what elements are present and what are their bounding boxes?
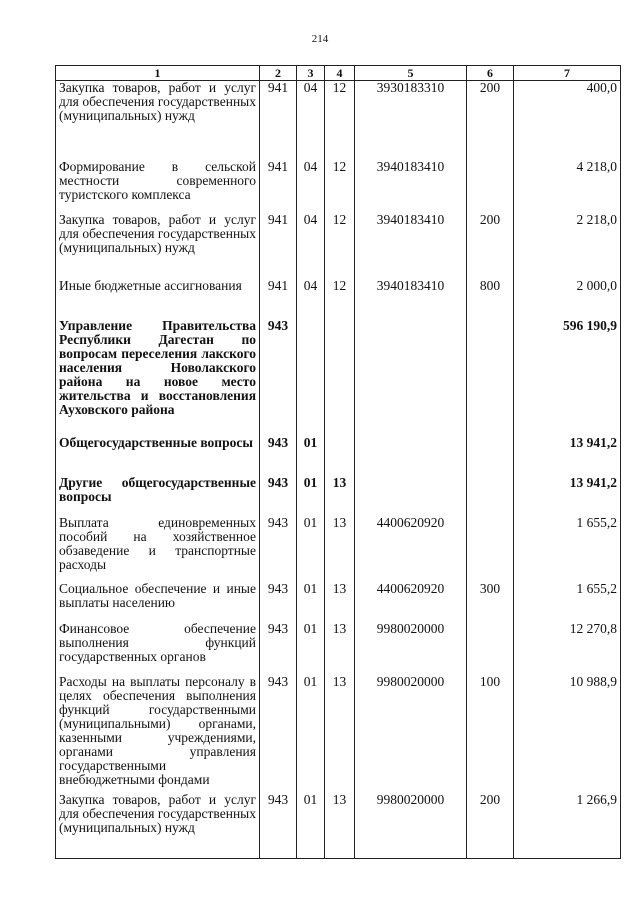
row-type: 100 (467, 675, 514, 793)
row-section: 01 (297, 582, 325, 622)
row-target: 3940183410 (355, 279, 467, 319)
row-section: 04 (297, 213, 325, 279)
row-code: 943 (260, 476, 297, 516)
col-header-5: 5 (355, 66, 467, 81)
row-section: 04 (297, 81, 325, 160)
col-header-2: 2 (260, 66, 297, 81)
row-code: 943 (260, 793, 297, 859)
row-target: 3940183410 (355, 160, 467, 213)
row-target: 3940183410 (355, 213, 467, 279)
row-section: 01 (297, 436, 325, 476)
row-code: 941 (260, 213, 297, 279)
row-subsection (325, 436, 355, 476)
col-header-7: 7 (514, 66, 621, 81)
row-target: 4400620920 (355, 582, 467, 622)
header-row (56, 66, 621, 81)
table-row (56, 622, 621, 675)
row-subsection: 12 (325, 81, 355, 160)
table-row (56, 516, 621, 582)
row-name: Социальное обеспечение и иные выплаты населению (56, 582, 260, 622)
row-amount: 2 000,0 (514, 279, 621, 319)
col-header-6: 6 (467, 66, 514, 81)
row-amount: 1 655,2 (514, 582, 621, 622)
row-type (467, 319, 514, 436)
table-row (56, 279, 621, 319)
row-section: 01 (297, 793, 325, 859)
row-section: 04 (297, 160, 325, 213)
budget-table (55, 65, 621, 859)
row-section: 01 (297, 675, 325, 793)
table-row (56, 476, 621, 516)
row-name: Другие общегосударственные вопросы (56, 476, 260, 516)
row-name: Иные бюджетные ассигнования (56, 279, 260, 319)
table-row (56, 675, 621, 793)
row-section: 01 (297, 622, 325, 675)
row-name: Общегосударственные вопросы (56, 436, 260, 476)
row-amount: 13 941,2 (514, 436, 621, 476)
row-target (355, 319, 467, 436)
row-amount: 1 266,9 (514, 793, 621, 859)
row-name: Закупка товаров, работ и услуг для обеспечения государственных (муниципальных) нужд (56, 81, 260, 160)
col-header-1: 1 (56, 66, 260, 81)
table-row (56, 81, 621, 160)
row-section: 01 (297, 476, 325, 516)
row-type (467, 622, 514, 675)
row-section: 04 (297, 279, 325, 319)
row-name: Финансовое обеспечение выполнения функций государственных органов (56, 622, 260, 675)
row-section: 01 (297, 516, 325, 582)
row-subsection: 13 (325, 622, 355, 675)
row-code: 943 (260, 516, 297, 582)
row-subsection: 13 (325, 675, 355, 793)
row-amount: 400,0 (514, 81, 621, 160)
row-code: 941 (260, 279, 297, 319)
row-amount: 4 218,0 (514, 160, 621, 213)
row-name: Закупка товаров, работ и услуг для обеспечения государственных (муниципальных) нужд (56, 793, 260, 859)
row-amount: 1 655,2 (514, 516, 621, 582)
row-type: 300 (467, 582, 514, 622)
row-name: Управление Правительства Республики Дагестан по вопросам переселения лакского населения Новолакского района на новое место жительства и восстановления Ауховского района (56, 319, 260, 436)
row-subsection: 13 (325, 516, 355, 582)
table-row (56, 436, 621, 476)
col-header-4: 4 (325, 66, 355, 81)
table-row (56, 160, 621, 213)
page-number: 214 (311, 33, 329, 45)
row-type (467, 516, 514, 582)
row-subsection: 12 (325, 279, 355, 319)
row-subsection: 12 (325, 160, 355, 213)
table-row (56, 213, 621, 279)
row-amount: 2 218,0 (514, 213, 621, 279)
row-subsection: 13 (325, 582, 355, 622)
row-target: 4400620920 (355, 516, 467, 582)
row-type: 200 (467, 213, 514, 279)
row-code: 943 (260, 319, 297, 436)
row-code: 941 (260, 81, 297, 160)
row-target (355, 476, 467, 516)
row-target: 9980020000 (355, 622, 467, 675)
row-amount: 10 988,9 (514, 675, 621, 793)
row-type (467, 476, 514, 516)
row-name: Расходы на выплаты персоналу в целях обеспечения выполнения функций государственными (муниципальными) органами, казенными учреждениями, органами управления государственными внебюджетными фондами (56, 675, 260, 793)
col-header-3: 3 (297, 66, 325, 81)
row-subsection: 13 (325, 476, 355, 516)
table-row (56, 793, 621, 859)
row-type (467, 436, 514, 476)
table-row (56, 582, 621, 622)
row-subsection: 12 (325, 213, 355, 279)
row-target: 9980020000 (355, 675, 467, 793)
row-code: 943 (260, 622, 297, 675)
row-subsection (325, 319, 355, 436)
row-target (355, 436, 467, 476)
row-code: 941 (260, 160, 297, 213)
row-target: 9980020000 (355, 793, 467, 859)
row-subsection: 13 (325, 793, 355, 859)
row-type: 200 (467, 81, 514, 160)
row-amount: 12 270,8 (514, 622, 621, 675)
row-section (297, 319, 325, 436)
row-code: 943 (260, 675, 297, 793)
row-amount: 596 190,9 (514, 319, 621, 436)
table-row (56, 319, 621, 436)
row-name: Выплата единовременных пособий на хозяйственное обзаведение и транспортные расходы (56, 516, 260, 582)
row-type (467, 160, 514, 213)
row-amount: 13 941,2 (514, 476, 621, 516)
row-code: 943 (260, 582, 297, 622)
row-name: Закупка товаров, работ и услуг для обеспечения государственных (муниципальных) нужд (56, 213, 260, 279)
row-type: 200 (467, 793, 514, 859)
row-name: Формирование в сельской местности современного туристского комплекса (56, 160, 260, 213)
row-code: 943 (260, 436, 297, 476)
row-type: 800 (467, 279, 514, 319)
row-target: 3930183310 (355, 81, 467, 160)
